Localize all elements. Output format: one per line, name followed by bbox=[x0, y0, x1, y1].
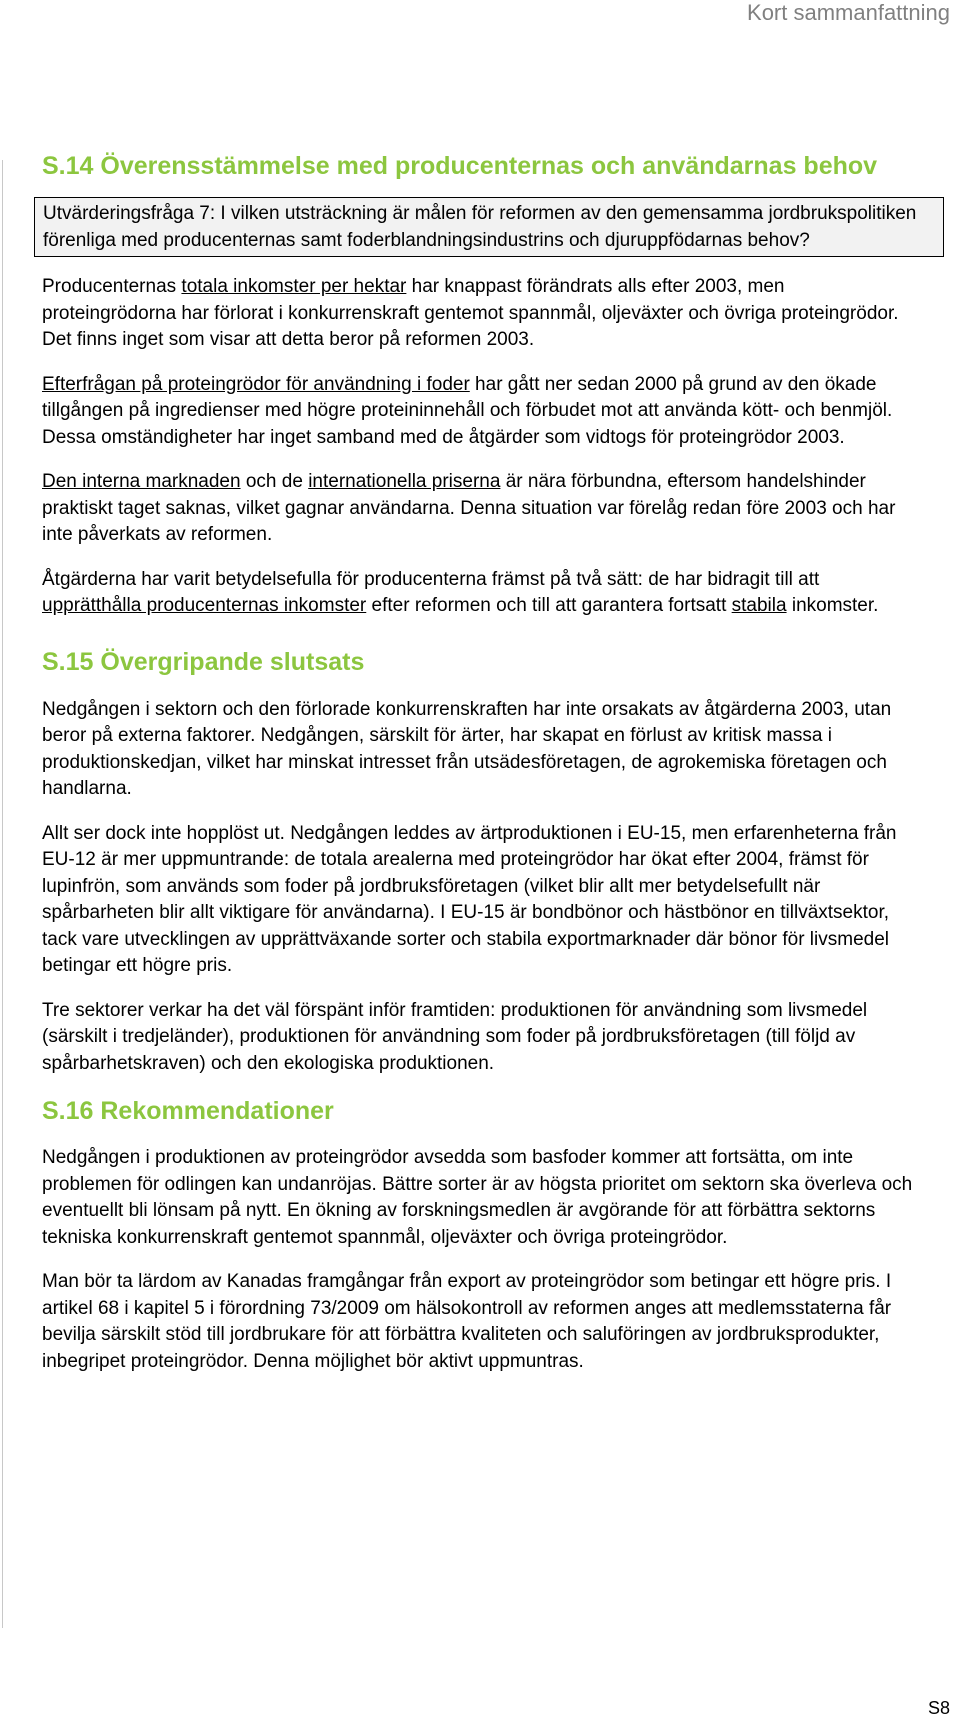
s16-paragraph-2: Man bör ta lärdom av Kanadas framgångar från export av proteingrödor som betingar ett högre pris. I artikel 68 i kapitel 5 i förordning 73/2009 om hälsokontroll av reformen anges att medlemsstaterna får bevilja särskilt stöd till jordbrukare för att förbättra kvaliteten och saluföringen av jordbruksprodukter, inbegripet proteingrödor. Denna möjlighet bör aktivt uppmuntras. bbox=[42, 1271, 892, 1372]
underlined-term: stabila bbox=[731, 595, 787, 616]
text: inkomster. bbox=[786, 595, 879, 616]
text: och de bbox=[240, 471, 309, 492]
section-s14-heading: S.14 Överensstämmelse med producenternas och användarnas behov bbox=[42, 152, 878, 180]
underlined-term: Den interna marknaden bbox=[42, 471, 241, 492]
underlined-term: upprätthålla producenternas inkomster bbox=[42, 595, 367, 616]
section-s15-heading: S.15 Övergripande slutsats bbox=[42, 647, 365, 676]
s14-paragraph-3 bbox=[42, 469, 922, 549]
s14-paragraph-1 bbox=[42, 274, 922, 354]
page-number: S8 bbox=[927, 1698, 950, 1718]
s14-paragraph-2 bbox=[42, 372, 922, 452]
underlined-term: Efterfrågan på proteingrödor för användning i foder bbox=[42, 373, 470, 395]
margin-rule bbox=[2, 160, 3, 1628]
text: har gått ner sedan 2000 på grund av den ökade tillgången på ingredienser med högre proteininnehåll och förbudet mot att använda kött- och benmjöl. Dessa omständigheter har inget samband med de åtgärder som vidtogs för proteingrödor 2003. bbox=[42, 373, 893, 448]
s15-paragraph-3: Tre sektorer verkar ha det väl förspänt inför framtiden: produktionen för användning som livsmedel (särskilt i tredjeländer), produktionen för användning som foder på jordbruksföretagen (till följd av spårbarhetskraven) och den ekologiska produktionen. bbox=[42, 999, 868, 1074]
s14-paragraph-4 bbox=[42, 567, 922, 620]
running-header: Kort sammanfattning bbox=[747, 0, 950, 25]
s16-paragraph-1: Nedgången i produktionen av proteingrödor avsedda som basfoder kommer att fortsätta, om inte problemen för odlingen kan undanröjas. Bättre sorter är av högsta prioritet om sektorn ska överleva och eventuellt bli lönsam på nytt. En ökning av forskningsmedlen är avgörande för att förbättra sektorns tekniska konkurrenskraft gentemot spannmål, oljeväxter och övriga proteingrödor. bbox=[42, 1147, 913, 1248]
page-content bbox=[42, 150, 922, 1393]
s15-paragraph-2: Allt ser dock inte hopplöst ut. Nedgången leddes av ärtproduktionen i EU-15, men erfarenheterna från EU-12 är mer uppmuntrande: de totala arealerna med proteingrödor har ökat efter 2004, främst för lupinfrön, som används som foder på jordbruksföretagen (vilket blir allt mer betydelsefullt när spårbarheten blir allt viktigare för användarna). I EU-15 är bondbönor och hästbönor en tillväxtsektor, tack vare utvecklingen av upprättväxande sorter och stabila exportmarknader där bönor för livsmedel betingar ett högre pris. bbox=[42, 822, 897, 976]
evaluation-question-box: Utvärderingsfråga 7: I vilken utsträckning är målen för reformen av den gemensamma jordbrukspolitiken förenliga med producenternas samt foderblandningsindustrins och djuruppfödarnas behov? bbox=[34, 197, 944, 257]
text: Åtgärderna har varit betydelsefulla för producenterna främst på två sätt: de har bidragit till att bbox=[42, 568, 820, 590]
text: är nära förbundna, eftersom handelshinder praktiskt taget saknas, vilket gagnar användarna. Denna situation var förelåg redan före 2003 och har inte påverkats av reformen. bbox=[42, 471, 896, 545]
underlined-term: totala inkomster per hektar bbox=[181, 276, 407, 297]
s15-paragraph-1: Nedgången i sektorn och den förlorade konkurrenskraften har inte orsakats av åtgärderna 2003, utan beror på externa faktorer. Nedgången, särskilt för ärter, har skapat en förlust av kritisk massa i produktionskedjan, vilket har minskat intresset från utsädesföretagen, de agrokemiska företagen och handlarna. bbox=[42, 698, 892, 799]
text: har knappast förändrats alls efter 2003, men proteingrödorna har förlorat i konkurrenskraft gentemot spannmål, oljeväxter och övriga proteingrödor. Det finns inget som visar att detta beror på reformen 2003. bbox=[42, 276, 899, 350]
section-s16-heading: S.16 Rekommendationer bbox=[42, 1097, 334, 1125]
text: Producenternas bbox=[42, 276, 182, 297]
text: efter reformen och till att garantera fortsatt bbox=[366, 595, 732, 616]
underlined-term: internationella priserna bbox=[308, 471, 501, 492]
